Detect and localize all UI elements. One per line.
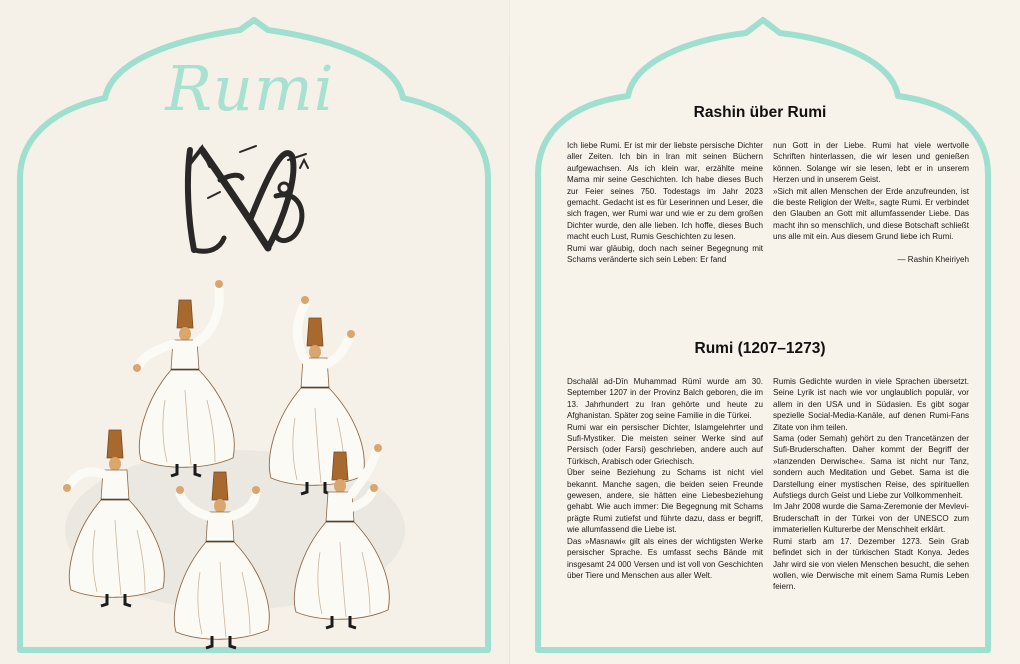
paragraph: Rumis Gedichte wurden in viele Sprachen übersetzt. Seine Lyrik ist nach wie vor unglaublich populär, vor allem in den USA und in Südasien. Es gibt sogar spezielle Social-Media-Kanäle, auf denen Rumi-Fans Zitate von ihm teilen.: [773, 377, 969, 432]
paragraph: Rumi war gläubig, doch nach seiner Begegnung mit Schams veränderte sich sein Leben: Er fand: [567, 243, 763, 265]
page-title: Rumi: [165, 52, 335, 125]
section2-column-1: [567, 376, 763, 581]
author-signature: — Rashin Kheiriyeh: [897, 254, 969, 264]
paragraph: Rumi war ein persischer Dichter, Islamgelehrter und Sufi-Mystiker. Die meisten seiner Werke sind auf Persisch (oder Farsi) geschrieben, andere auch auf Türkisch, Arabisch oder Griechisch.: [567, 422, 763, 466]
section-heading-rashin: Rashin über Rumi: [693, 104, 827, 121]
paragraph: Über seine Beziehung zu Schams ist nicht viel bekannt. Manche sagen, die beiden seien Freunde gewesen, andere, sie hätten eine Liebesbeziehung gehabt. Wie auch immer: Die Begegnung mit Schams prägte Rumi zutiefst und führte dazu, dass er begriff, wie allumfassend die Liebe ist.: [567, 468, 763, 535]
paragraph: »Sich mit allen Menschen der Erde anzufreunden, ist die beste Religion der Welt«, sagte Rumi. Er verbindet den Glauben an Gott mit allumfassender Liebe. Das macht ihn so menschlich, und diese Botschaft schließt uns alle mit ein. Aus diesem Grund liebe ich Rumi.: [773, 186, 969, 242]
paragraph: Im Jahr 2008 wurde die Sama-Zeremonie der Mevlevi-Bruderschaft in der Türkei von der UNESCO zum immateriellen Kulturerbe der Menschheit erklärt.: [773, 502, 969, 535]
section1-column-1: [567, 140, 763, 265]
whirling-dervishes-illustration: [55, 280, 415, 650]
paragraph: nun Gott in der Liebe. Rumi hat viele wertvolle Schriften hinterlassen, die wir lesen und genießen können. Solange wir sie lesen, lebt er in unserem Herzen und in unserem Geist.: [773, 141, 969, 185]
paragraph: Ich liebe Rumi. Er ist mir der liebste persische Dichter aller Zeiten. Ich bin in Iran mit seinen Büchern aufgewachsen. Als ich klein war, erzählte meine Mama mir seine Geschichten. Ich habe dieses Buch zur Feier seines 750. Todestags im Jahr 2023 gemacht. Gedacht ist es für Leserinnen und Leser, die sich fragen, wer Rumi war und wie er zu dem großen Dichter wurde, den alle lieben. Ich hoffe, dieses Buch macht euch Lust, Rumis Geschichten zu lesen.: [567, 141, 763, 242]
paragraph: Rumi starb am 17. Dezember 1273. Sein Grab befindet sich in der türkischen Stadt Konya. Jedes Jahr wird sie von vielen Menschen besucht, die sehen wollen, wie Derwische mit einem Sama Rumis Leben feiern.: [773, 536, 969, 592]
paragraph: Sama (oder Semah) gehört zu den Trancetänzen der Sufi-Bruderschaften. Daher kommt der Begriff der »tanzenden Derwische«. Sama ist nicht nur Tanz, sondern auch Meditation und Gebet. Sama ist die Darstellung einer mystischen Reise, des spirituellen Aufstiegs durch Geist und Liebe zur Vollkommenheit.: [773, 434, 969, 501]
section-heading-rumi-bio: Rumi (1207–1273): [694, 340, 826, 357]
paragraph: Das »Masnawi« gilt als eines der wichtigsten Werke persischer Sprache. Es umfasst sechs Bände mit insgesamt 24 000 Versen und ist voll von Geschichten über Tiere und Menschen aus aller Welt.: [567, 536, 763, 580]
calligraphy-mawlana-icon: [180, 140, 320, 260]
paragraph: Dschalāl ad-Dīn Muhammad Rūmī wurde am 30. September 1207 in der Provinz Balch geboren, die im 13. Jahrhundert zu Iran gehörte und heute zu Afghanistan. Später zog seine Familie in die Türkei.: [567, 377, 763, 421]
section2-column-2: [773, 376, 969, 593]
section1-column-2: [773, 140, 969, 265]
